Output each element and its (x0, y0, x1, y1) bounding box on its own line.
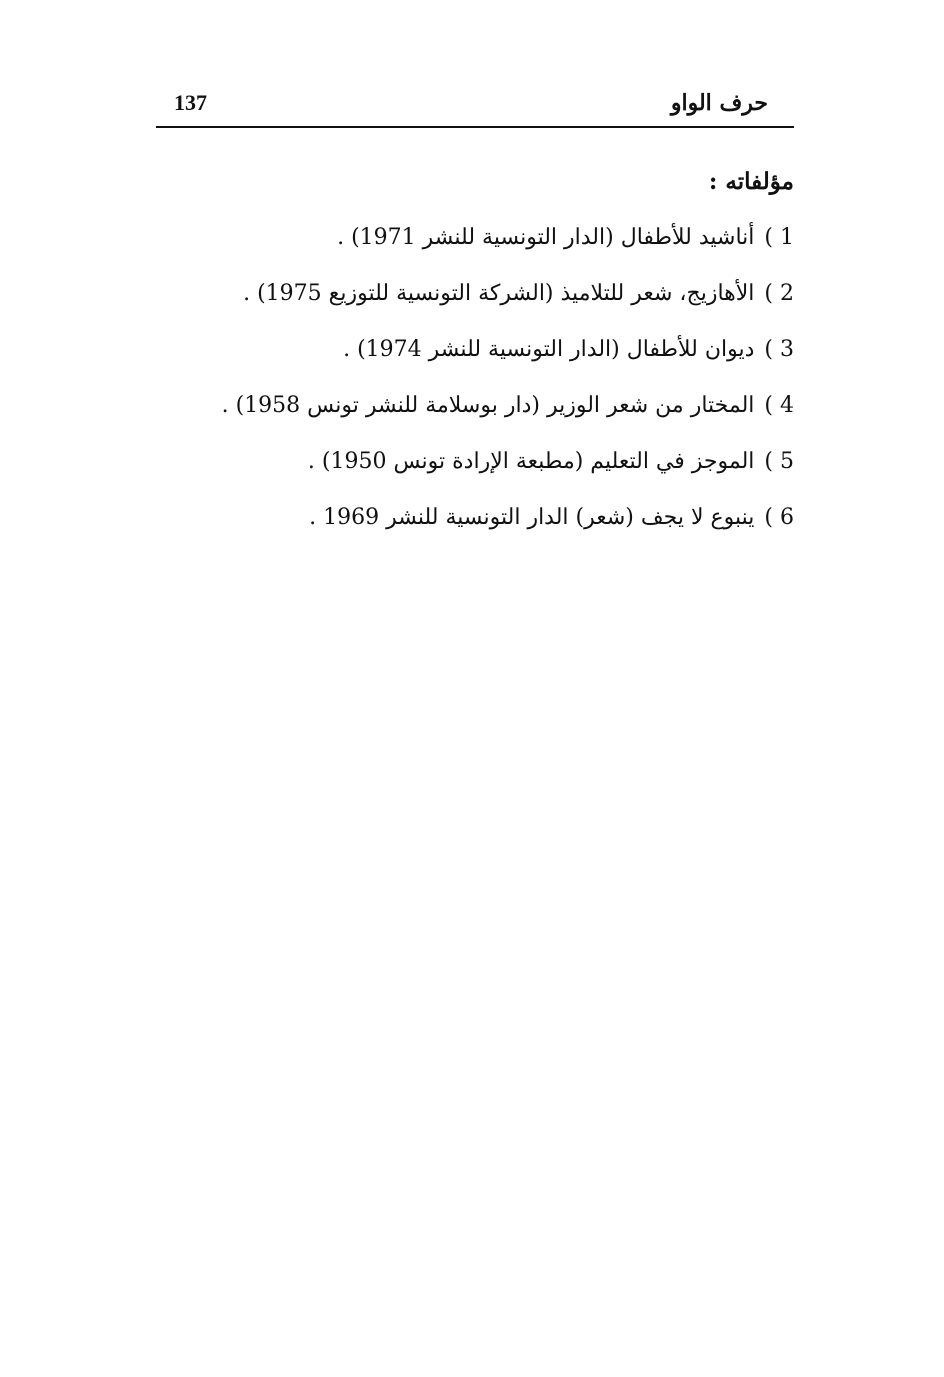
item-number: 2 ) (764, 281, 794, 306)
list-item (174, 322, 794, 378)
item-number: 5 ) (764, 449, 794, 474)
item-number: 3 ) (764, 337, 794, 362)
item-text: الأهازيج، شعر للتلاميذ (الشركة التونسية للتوزيع 1975) . (243, 281, 755, 306)
list-item (174, 378, 794, 434)
item-text: المختار من شعر الوزير (دار بوسلامة للنشر تونس 1958) . (221, 393, 755, 418)
list-item (174, 490, 794, 546)
item-text: ينبوع لا يجف (شعر) الدار التونسية للنشر 1969 . (309, 505, 755, 530)
list-item (174, 434, 794, 490)
item-text: ديوان للأطفال (الدار التونسية للنشر 1974) . (343, 337, 755, 362)
page-number: 137 (174, 90, 207, 115)
section-heading: مؤلفاته : (708, 168, 794, 195)
item-text: الموجز في التعليم (مطبعة الإرادة تونس 1950) . (307, 449, 755, 474)
page-content (174, 162, 794, 546)
item-text: أناشيد للأطفال (الدار التونسية للنشر 1971) . (337, 225, 755, 250)
item-number: 1 ) (764, 225, 794, 250)
list-item (174, 210, 794, 266)
chapter-title: حرف الواو (670, 90, 768, 116)
running-header (156, 86, 794, 128)
works-list (174, 210, 794, 546)
item-number: 6 ) (764, 505, 794, 530)
item-number: 4 ) (764, 393, 794, 418)
list-item (174, 266, 794, 322)
